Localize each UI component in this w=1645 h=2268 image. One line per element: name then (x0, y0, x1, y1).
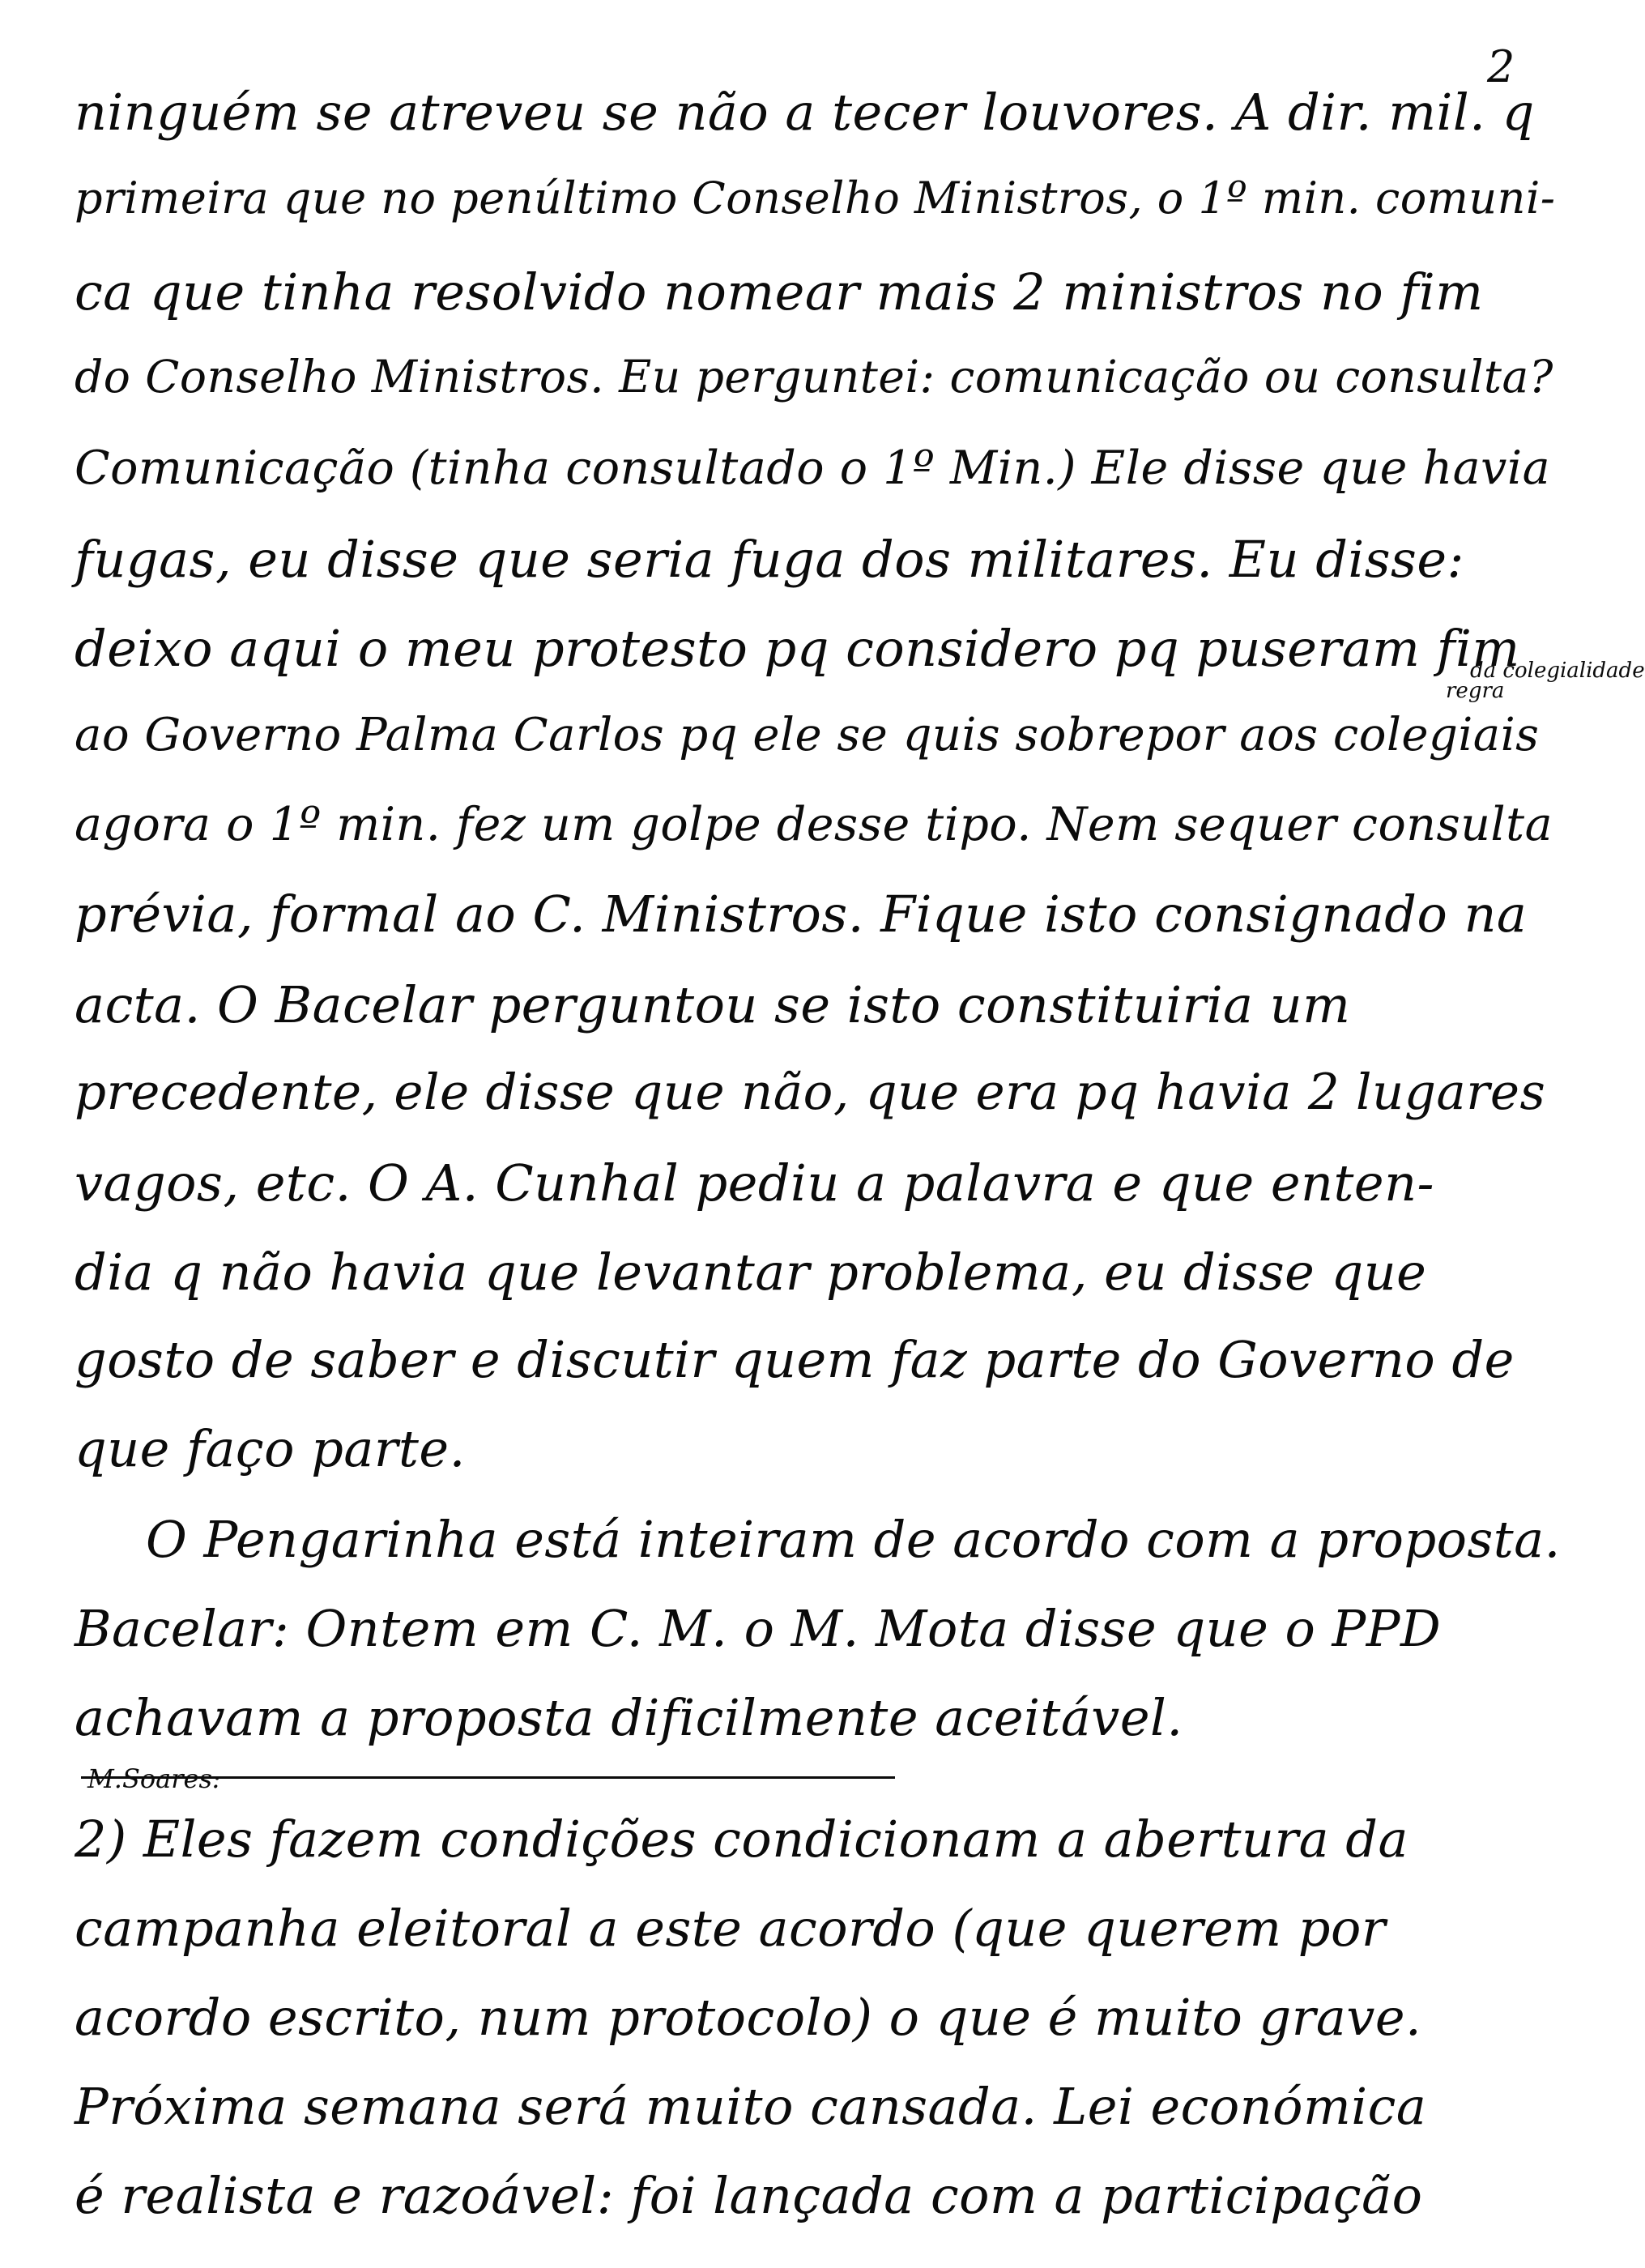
text-line: prévia, formal ao C. Ministros. Fique isto consignado na (75, 885, 1528, 944)
text-line: é realista e razoável: foi lançada com a participação (75, 2166, 1423, 2225)
text-line: ao Governo Palma Carlos pq ele se quis sobrepor aos colegiais (75, 709, 1540, 761)
margin-note-regra: regra (1446, 679, 1505, 703)
text-line: 2) Eles fazem condições condicionam a abertura da (75, 1810, 1408, 1869)
section-divider (81, 1776, 895, 1779)
text-line: Comunicação (tinha consultado o 1º Min.) Ele disse que havia (75, 441, 1551, 495)
text-line: Próxima semana será muito cansada. Lei económica (75, 2077, 1427, 2136)
text-line: Bacelar: Ontem em C. M. o M. Mota disse que o PPD (75, 1599, 1442, 1658)
text-line: ninguém se atreveu se não a tecer louvores. A dir. mil. q (75, 83, 1535, 142)
text-line: que faço parte. (75, 1419, 466, 1478)
text-line: ca que tinha resolvido nomear mais 2 ministros no fim (75, 262, 1484, 322)
text-line: dia q não havia que levantar problema, eu disse que (75, 1243, 1427, 1302)
page-number: 2 (1487, 41, 1515, 92)
margin-note-colegialidade: da colegialidade (1470, 659, 1645, 683)
text-line: deixo aqui o meu protesto pq considero pq puseram fim (75, 619, 1520, 678)
margin-note-speaker: M.Soares: (87, 1763, 221, 1794)
text-line: O Pengarinha está inteiram de acordo com a proposta. (146, 1510, 1561, 1569)
text-line: vagos, etc. O A. Cunhal pediu a palavra e que enten- (75, 1153, 1434, 1213)
text-line: fugas, eu disse que seria fuga dos militares. Eu disse: (75, 530, 1464, 589)
text-line: acta. O Bacelar perguntou se isto constituiria um (75, 975, 1351, 1034)
text-line: achavam a proposta dificilmente aceitável. (75, 1688, 1183, 1747)
text-line: precedente, ele disse que não, que era pq havia 2 lugares (75, 1064, 1546, 1121)
text-line: do Conselho Ministros. Eu perguntei: comunicação ou consulta? (75, 351, 1553, 403)
text-line: campanha eleitoral a este acordo (que querem por (75, 1899, 1386, 1958)
text-line: gosto de saber e discutir quem faz parte do Governo de (75, 1330, 1515, 1389)
text-line: primeira que no penúltimo Conselho Ministros, o 1º min. comuni- (75, 173, 1556, 224)
text-line: agora o 1º min. fez um golpe desse tipo. Nem sequer consulta (75, 798, 1553, 851)
text-line: acordo escrito, num protocolo) o que é muito grave. (75, 1988, 1422, 2047)
